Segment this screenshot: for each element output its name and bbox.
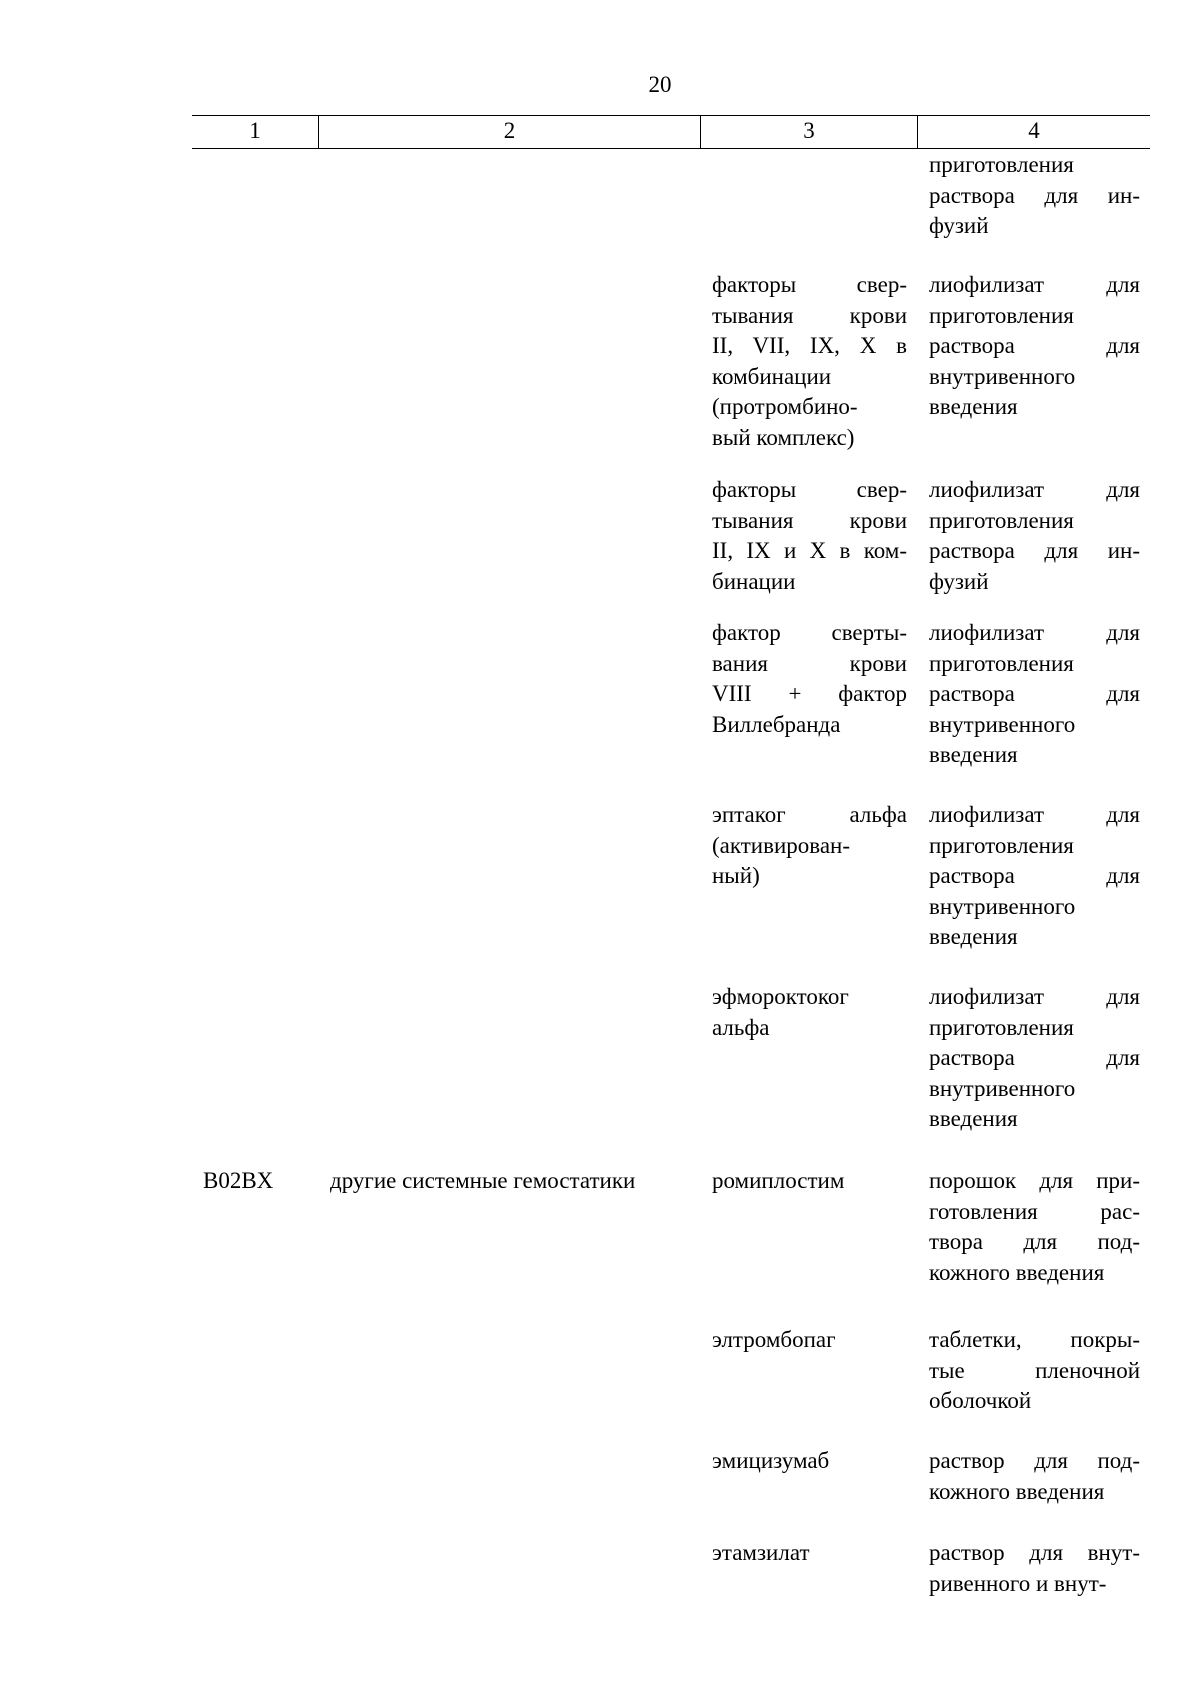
cell-line: лиофилизат для bbox=[929, 802, 1140, 827]
cell-col2 bbox=[330, 1166, 700, 1197]
cell-line: фузий bbox=[929, 568, 989, 594]
cell-col3 bbox=[712, 982, 907, 1043]
cell-line: факторы свер- bbox=[712, 272, 907, 297]
cell-line: факторы свер- bbox=[712, 477, 907, 502]
cell-line: кожного введения bbox=[929, 1259, 1105, 1285]
cell-line: фактор сверты- bbox=[712, 620, 907, 645]
cell-col4 bbox=[929, 800, 1140, 953]
header-col-2: 2 bbox=[319, 116, 701, 148]
cell-col4 bbox=[929, 1166, 1140, 1288]
cell-line: внутривенного bbox=[929, 711, 1076, 737]
cell-line: эптаког альфа bbox=[712, 802, 907, 827]
cell-line: приготовления bbox=[929, 302, 1074, 328]
cell-line: VIII + фактор bbox=[712, 681, 907, 706]
cell-line: альфа bbox=[712, 1014, 770, 1040]
cell-line: эмицизумаб bbox=[712, 1448, 830, 1473]
cell-line: лиофилизат для bbox=[929, 272, 1140, 297]
cell-line: введения bbox=[929, 1106, 1018, 1131]
cell-line: элтромбопаг bbox=[712, 1327, 836, 1352]
cell-line: внутривенного bbox=[929, 893, 1076, 919]
cell-line: раствора для ин- bbox=[929, 182, 1140, 208]
cell-line: раствора для bbox=[929, 1045, 1140, 1070]
cell-line: введения bbox=[929, 924, 1018, 949]
cell-line: внутривенного bbox=[929, 1075, 1076, 1101]
cell-line: лиофилизат для bbox=[929, 620, 1140, 645]
cell-col3 bbox=[712, 475, 907, 597]
cell-line: приготовления bbox=[929, 832, 1074, 858]
cell-line: II, VII, IX, X в bbox=[712, 333, 907, 358]
header-col-3: 3 bbox=[701, 116, 918, 148]
cell-col3 bbox=[712, 1166, 907, 1197]
cell-line: тывания крови bbox=[712, 507, 907, 533]
cell-line: раствора для bbox=[929, 681, 1140, 706]
cell-line: II, IX и X в ком- bbox=[712, 538, 907, 563]
cell-line: фузий bbox=[929, 213, 989, 238]
cell-line: порошок для при- bbox=[929, 1168, 1140, 1193]
cell-col3 bbox=[712, 1325, 907, 1356]
cell-line: готовления рас- bbox=[929, 1198, 1140, 1224]
cell-line: B02BX bbox=[203, 1168, 274, 1193]
cell-line: (протромбино- bbox=[712, 394, 858, 419]
header-col-4: 4 bbox=[1028, 118, 1040, 143]
cell-line: Виллебранда bbox=[712, 711, 841, 737]
cell-col4 bbox=[929, 270, 1140, 423]
cell-line: лиофилизат для bbox=[929, 477, 1140, 502]
cell-line: оболочкой bbox=[929, 1388, 1032, 1413]
cell-line: лиофилизат для bbox=[929, 984, 1140, 1009]
cell-line: этамзилат bbox=[712, 1540, 810, 1565]
cell-col4 bbox=[929, 1446, 1140, 1507]
cell-line: тывания крови bbox=[712, 302, 907, 328]
cell-col3 bbox=[712, 270, 907, 453]
cell-line: эфмороктоког bbox=[712, 984, 849, 1009]
cell-line: раствор для внут- bbox=[929, 1540, 1140, 1565]
cell-line: внутривенного bbox=[929, 363, 1076, 389]
cell-col4 bbox=[929, 618, 1140, 771]
cell-line: бинации bbox=[712, 568, 796, 594]
cell-line: вания крови bbox=[712, 650, 907, 676]
cell-line: приготовления bbox=[929, 1014, 1074, 1040]
cell-col3 bbox=[712, 1446, 907, 1477]
cell-line: другие системные гемостатики bbox=[330, 1168, 636, 1193]
cell-line: комбинации bbox=[712, 363, 832, 389]
cell-line: ромиплостим bbox=[712, 1168, 845, 1193]
cell-col4 bbox=[929, 475, 1140, 597]
cell-line: приготовления bbox=[929, 152, 1074, 177]
cell-line: введения bbox=[929, 742, 1018, 767]
cell-col4 bbox=[929, 150, 1140, 242]
cell-line: таблетки, покры- bbox=[929, 1327, 1140, 1352]
cell-line: раствора для bbox=[929, 863, 1140, 888]
cell-line: раствор для под- bbox=[929, 1448, 1140, 1473]
cell-col1 bbox=[203, 1166, 313, 1197]
cell-col4 bbox=[929, 982, 1140, 1135]
cell-line: введения bbox=[929, 394, 1018, 419]
cell-line: тые пленочной bbox=[929, 1357, 1140, 1383]
header-col-1: 1 bbox=[192, 116, 319, 148]
cell-line: (активирован- bbox=[712, 832, 850, 858]
cell-line: приготовления bbox=[929, 650, 1074, 676]
cell-col4 bbox=[929, 1325, 1140, 1417]
cell-line: кожного введения bbox=[929, 1478, 1105, 1504]
cell-col3 bbox=[712, 618, 907, 740]
cell-line: приготовления bbox=[929, 507, 1074, 533]
cell-line: твора для под- bbox=[929, 1229, 1140, 1254]
cell-col3 bbox=[712, 1538, 907, 1569]
cell-line: раствора для bbox=[929, 333, 1140, 358]
cell-line: ривенного и внут- bbox=[929, 1570, 1107, 1596]
table-header bbox=[192, 115, 1150, 149]
cell-col4 bbox=[929, 1538, 1140, 1599]
cell-line: раствора для ин- bbox=[929, 538, 1140, 563]
cell-line: вый комплекс) bbox=[712, 424, 855, 450]
cell-line: ный) bbox=[712, 863, 760, 888]
page-number: 20 bbox=[648, 72, 672, 97]
cell-col3 bbox=[712, 800, 907, 892]
